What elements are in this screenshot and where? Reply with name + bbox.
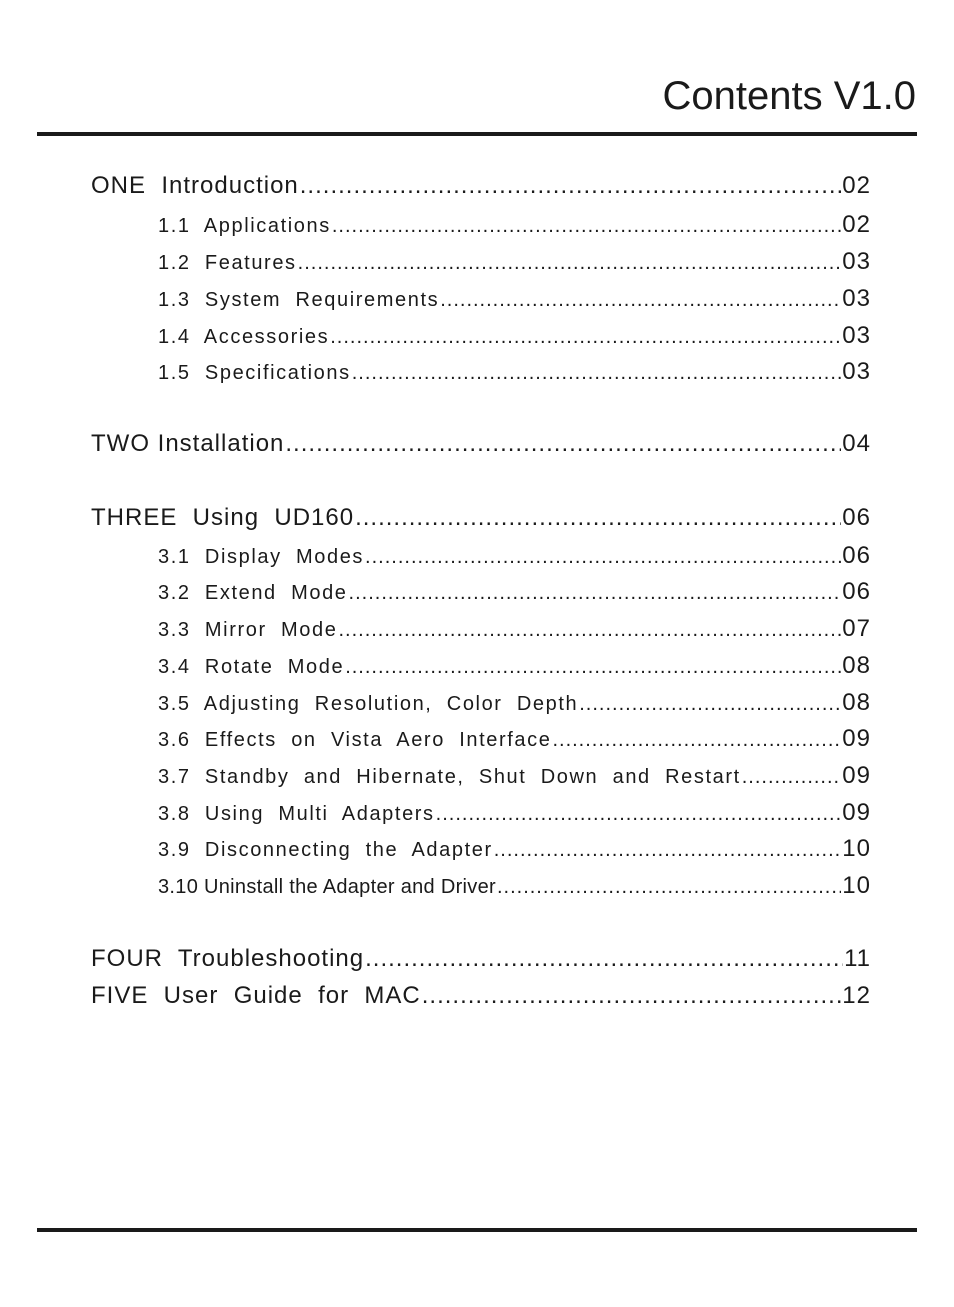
toc-entry-page: 09 [842,762,871,789]
toc-entry[interactable] [91,982,871,1016]
toc-dot-leader [552,729,841,752]
toc-entry-page: 10 [842,835,871,862]
toc-entry-label: 1.4 Accessories [158,326,330,348]
toc-entry-page: 03 [842,248,871,275]
toc-entry[interactable] [91,504,871,538]
footer-rule [37,1228,917,1232]
toc-entry[interactable] [158,358,871,390]
toc-entry-page: 06 [842,542,871,569]
toc-dot-leader [742,766,842,789]
toc-entry-page: 07 [842,615,871,642]
toc-entry-page: 06 [842,578,871,605]
toc-entry-page: 03 [842,358,871,385]
toc-dot-leader [436,803,842,826]
toc-entry-page: 09 [842,799,871,826]
toc-entry-label: 3.1 Display Modes [158,546,365,568]
toc-entry[interactable] [158,799,871,831]
toc-entry[interactable] [158,725,871,757]
toc-dot-leader [440,289,841,312]
toc-entry[interactable] [158,689,871,721]
page-title: Contents V1.0 [662,74,916,118]
toc-entry-label: 3.8 Using Multi Adapters [158,803,435,825]
toc-entry[interactable] [158,211,871,243]
toc-entry-label: ONE Introduction [91,172,299,199]
toc-entry-page: 03 [842,285,871,312]
toc-dot-leader [300,172,842,200]
toc-entry-page: 02 [842,211,871,238]
toc-entry-label: 3.9 Disconnecting the Adapter [158,839,493,861]
toc-entry[interactable] [158,615,871,647]
toc-entry-label: 3.4 Rotate Mode [158,656,345,678]
toc-entry-label: 1.5 Specifications [158,362,351,384]
toc-entry-page: 12 [842,982,871,1009]
toc-entry-label: THREE Using UD160 [91,504,355,531]
toc-dot-leader [365,546,841,569]
toc-dot-leader [285,430,841,458]
toc-dot-leader [579,693,841,716]
toc-dot-leader [494,839,842,862]
toc-entry-label: 3.2 Extend Mode [158,582,348,604]
toc-dot-leader [332,215,841,238]
toc-entry-label: 1.1 Applications [158,215,331,237]
toc-dot-leader [330,326,841,349]
toc-entry[interactable] [91,172,871,206]
toc-entry-page: 02 [842,172,871,199]
toc-entry-page: 11 [844,945,871,972]
toc-entry-page: 09 [842,725,871,752]
toc-entry-page: 08 [842,689,871,716]
toc-entry-label: FIVE User Guide for MAC [91,982,421,1009]
toc-entry-page: 10 [842,872,871,899]
toc-entry-page: 03 [842,322,871,349]
toc-entry-label: TWO Installation [91,430,285,457]
toc-entry[interactable] [158,835,871,867]
toc-entry-page: 08 [842,652,871,679]
toc-entry[interactable] [158,652,871,684]
toc-dot-leader [338,619,841,642]
toc-dot-leader [345,656,841,679]
toc-dot-leader [365,945,843,973]
toc-entry[interactable] [158,322,871,354]
toc-entry-label: 3.10 Uninstall the Adapter and Driver [158,876,496,898]
toc-entry-label: FOUR Troubleshooting [91,945,365,972]
toc-dot-leader [497,876,841,899]
toc-dot-leader [349,582,842,605]
toc-dot-leader [298,252,842,275]
toc-entry[interactable] [158,248,871,280]
toc-entry[interactable] [158,285,871,317]
toc-entry-label: 1.2 Features [158,252,297,274]
toc-entry-page: 06 [842,504,871,531]
toc-entry[interactable] [158,578,871,610]
header-rule [37,132,917,136]
toc-dot-leader [422,982,842,1010]
toc-entry[interactable] [158,762,871,794]
toc-dot-leader [352,362,842,385]
toc-entry-label: 3.7 Standby and Hibernate, Shut Down and Restart [158,766,741,788]
toc-entry[interactable] [91,430,871,464]
toc-entry-label: 3.6 Effects on Vista Aero Interface [158,729,552,751]
toc-entry-label: 3.5 Adjusting Resolution, Color Depth [158,693,579,715]
toc-entry-label: 3.3 Mirror Mode [158,619,338,641]
toc-entry[interactable] [91,945,871,979]
toc-entry[interactable] [158,542,871,574]
toc-entry-page: 04 [842,430,871,457]
toc-entry-label: 1.3 System Requirements [158,289,440,311]
toc-dot-leader [355,504,841,532]
toc-entry[interactable] [158,872,871,904]
